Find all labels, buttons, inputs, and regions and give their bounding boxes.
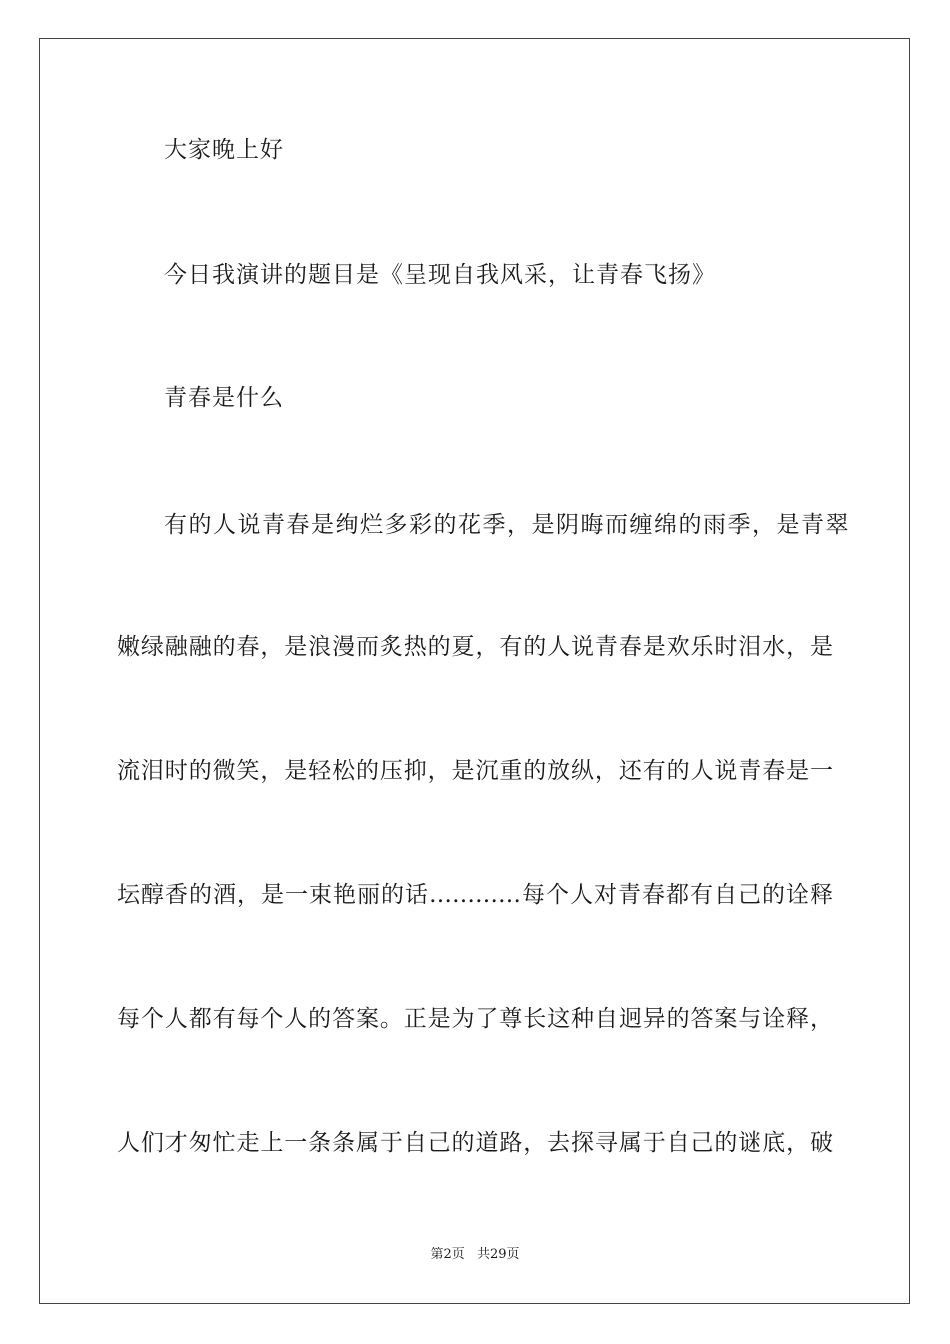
paragraph-line-3: 流泪时的微笑，是轻松的压抑，是沉重的放纵，还有的人说青春是一 xyxy=(117,758,833,784)
paragraph-line-6: 人们才匆忙走上一条条属于自己的道路，去探寻属于自己的谜底，破 xyxy=(117,1130,833,1156)
paragraph-line-2: 嫩绿融融的春，是浪漫而炙热的夏，有的人说青春是欢乐时泪水，是 xyxy=(117,634,833,660)
page-frame xyxy=(39,38,910,1304)
page-number: 第2页 xyxy=(430,1247,465,1262)
question-line: 青春是什么 xyxy=(164,385,284,411)
speech-title-line: 今日我演讲的题目是《呈现自我风采，让青春飞扬》 xyxy=(164,262,716,288)
paragraph-line-4: 坛醇香的酒，是一束艳丽的话…………每个人对青春都有自己的诠释 xyxy=(117,882,833,908)
greeting-line: 大家晚上好 xyxy=(164,137,284,163)
page-footer xyxy=(0,1246,950,1264)
page-total: 共29页 xyxy=(476,1247,520,1262)
paragraph-line-1: 有的人说青春是绚烂多彩的花季，是阴晦而缠绵的雨季，是青翠 xyxy=(164,512,850,538)
paragraph-line-5: 每个人都有每个人的答案。正是为了尊长这种自迥异的答案与诠释， xyxy=(117,1006,833,1032)
